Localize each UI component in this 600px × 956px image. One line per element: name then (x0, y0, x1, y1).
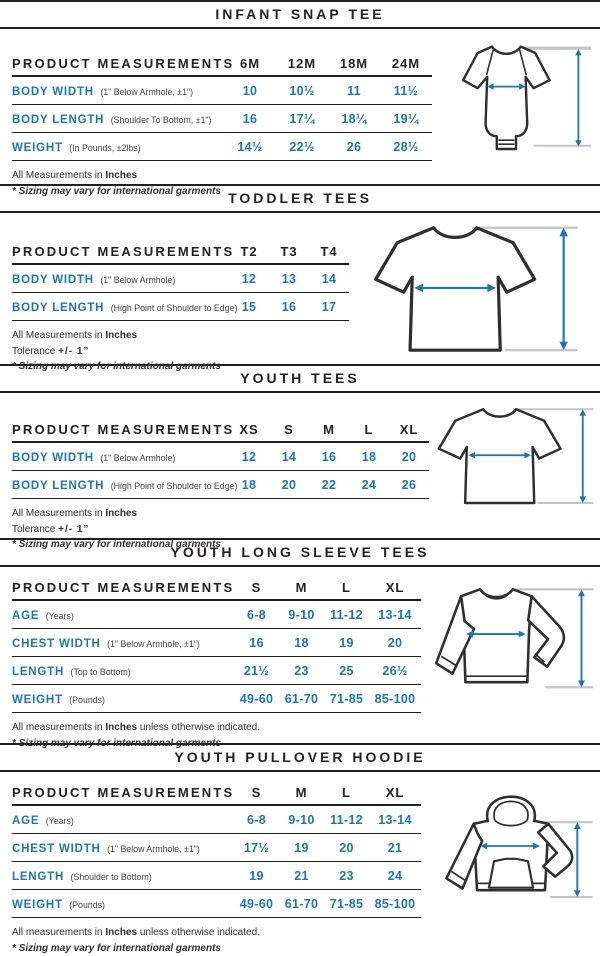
units-note (12, 328, 349, 344)
table-row (12, 890, 421, 918)
cell-value: 14 (309, 272, 349, 286)
row-label-cell (12, 298, 229, 316)
column-header: M (309, 422, 349, 437)
section-youth-long-sleeve-tees (0, 538, 600, 743)
cell-value: 20 (369, 636, 421, 650)
table-row (12, 657, 421, 685)
row-label-cell (12, 110, 224, 128)
row-label-cell (12, 270, 229, 288)
cell-value: 49-60 (234, 897, 279, 911)
row-label-cell (12, 476, 229, 494)
cell-value: 26 (389, 478, 429, 492)
footnotes (12, 925, 421, 956)
table-row (12, 443, 429, 471)
tolerance-note (12, 522, 429, 538)
units-note (12, 506, 429, 522)
body-length-arrow-icon (575, 49, 581, 147)
units-note-bold: Inches (105, 330, 137, 341)
section-header (0, 0, 600, 29)
table-row (12, 685, 421, 713)
row-note: (Shoulder To Bottom, ±1") (111, 115, 212, 125)
section-toddler-tees (0, 184, 600, 364)
row-note: (High Point of Shoulder to Edge) (111, 481, 238, 491)
measurement-table (12, 417, 429, 499)
units-note-suffix: unless otherwise indicated. (137, 927, 260, 938)
section-body (0, 393, 600, 553)
table-header-row (12, 780, 421, 806)
cell-value: 6-8 (234, 813, 279, 827)
sizing-note: * Sizing may vary for international garments (12, 359, 349, 375)
illustration-area (349, 213, 600, 375)
cell-value: 17½ (234, 841, 279, 855)
table-row (12, 601, 421, 629)
cell-value: 24 (349, 478, 389, 492)
tshirt-icon (432, 401, 597, 512)
cell-value: 16 (309, 450, 349, 464)
cell-value: 61-70 (279, 897, 324, 911)
row-label: AGE (12, 815, 39, 827)
section-youth-pullover-hoodie (0, 743, 600, 926)
section-title: YOUTH LONG SLEEVE TEES (0, 544, 600, 560)
column-header: XS (229, 422, 269, 437)
sizing-note: * Sizing may vary for international garments (12, 736, 421, 752)
measurement-table (12, 239, 349, 321)
illustration-area (421, 567, 600, 751)
row-label: BODY LENGTH (12, 302, 104, 314)
measurement-table (12, 780, 421, 918)
row-label: WEIGHT (12, 694, 63, 706)
row-label: LENGTH (12, 666, 64, 678)
measurement-table (12, 575, 421, 713)
cell-value: 11-12 (324, 608, 369, 622)
row-label-cell (12, 138, 224, 156)
measurement-table-area (12, 393, 429, 553)
table-header-row (12, 239, 349, 265)
cell-value: 17 (309, 300, 349, 314)
table-row (12, 133, 432, 161)
cell-value: 6-8 (234, 608, 279, 622)
footnotes (12, 328, 349, 375)
cell-value: 13 (269, 272, 309, 286)
long-sleeve-tee-icon (425, 579, 597, 708)
column-header: 6M (224, 56, 276, 71)
body-length-arrow-icon (579, 409, 586, 503)
cell-value: 9-10 (279, 608, 324, 622)
units-note (12, 925, 421, 941)
column-header: S (234, 580, 279, 595)
measurement-table-area (12, 213, 349, 375)
cell-value: 18 (349, 450, 389, 464)
row-note: (High Point of Shoulder to Edge) (111, 303, 238, 313)
cell-value: 23 (324, 869, 369, 883)
section-title: TODDLER TEES (0, 190, 600, 206)
column-header: L (324, 580, 369, 595)
cell-value: 12 (229, 450, 269, 464)
row-note: (Shoulder to Bottom) (71, 872, 152, 882)
units-note-text: All Measurements in (12, 508, 105, 519)
cell-value: 26 (328, 140, 380, 154)
row-label: WEIGHT (12, 899, 63, 911)
cell-value: 13-14 (369, 813, 421, 827)
illustration-area (432, 29, 600, 199)
row-label: BODY LENGTH (12, 114, 104, 126)
row-label-cell (12, 690, 234, 708)
table-header-label: PRODUCT MEASUREMENTS (12, 244, 229, 259)
illustration-area (429, 393, 600, 553)
table-header-label: PRODUCT MEASUREMENTS (12, 785, 234, 800)
row-label: BODY LENGTH (12, 480, 104, 492)
cell-value: 19 (279, 841, 324, 855)
section-body (0, 213, 600, 375)
cell-value: 18 (229, 478, 269, 492)
column-header: M (279, 785, 324, 800)
units-note-bold: Inches (105, 722, 137, 733)
cell-value: 18 (279, 636, 324, 650)
cell-value: 14 (269, 450, 309, 464)
section-infant-snap-tee (0, 0, 600, 184)
row-label: BODY WIDTH (12, 274, 94, 286)
column-header: L (349, 422, 389, 437)
row-label-cell (12, 606, 234, 624)
table-row (12, 834, 421, 862)
units-note-text: All measurements in (12, 927, 105, 938)
row-label-cell (12, 634, 234, 652)
cell-value: 12 (229, 272, 269, 286)
cell-value: 10½ (276, 84, 328, 98)
cell-value: 14½ (224, 140, 276, 154)
column-header: S (269, 422, 309, 437)
cell-value: 21 (279, 869, 324, 883)
units-note-text: All Measurements in (12, 170, 105, 181)
row-label-cell (12, 448, 229, 466)
row-label: LENGTH (12, 871, 64, 883)
cell-value: 18¼ (328, 112, 380, 126)
body-length-arrow-icon (559, 228, 568, 350)
cell-value: 71-85 (324, 692, 369, 706)
measurement-table-area (12, 29, 432, 199)
footnotes (12, 720, 421, 751)
row-note: (Pounds) (69, 900, 105, 910)
length-arrow-icon (578, 589, 585, 687)
row-label: BODY WIDTH (12, 86, 94, 98)
cell-value: 28½ (380, 140, 432, 154)
cell-value: 19 (234, 869, 279, 883)
section-body (0, 772, 600, 956)
table-row (12, 862, 421, 890)
cell-value: 85-100 (369, 692, 421, 706)
table-header-row (12, 51, 432, 77)
cell-value: 17¼ (276, 112, 328, 126)
table-row (12, 471, 429, 499)
row-label-cell (12, 867, 234, 885)
cell-value: 20 (389, 450, 429, 464)
table-header-label: PRODUCT MEASUREMENTS (12, 56, 224, 71)
section-body (0, 29, 600, 199)
measurement-table-area (12, 772, 421, 956)
section-body (0, 567, 600, 751)
cell-value: 9-10 (279, 813, 324, 827)
row-label-cell (12, 895, 234, 913)
cell-value: 21 (369, 841, 421, 855)
row-note: (Top to Bottom) (71, 667, 131, 677)
row-note: (1" Below Armhole, ±1") (107, 639, 200, 649)
row-label-cell (12, 811, 234, 829)
column-header: L (324, 785, 369, 800)
infant-bodysuit-icon (436, 37, 596, 157)
table-row (12, 77, 432, 105)
cell-value: 71-85 (324, 897, 369, 911)
cell-value: 20 (269, 478, 309, 492)
cell-value: 13-14 (369, 608, 421, 622)
pullover-hoodie-icon (426, 778, 596, 914)
illustration-area (421, 772, 600, 956)
measurement-table (12, 51, 432, 161)
cell-value: 21½ (234, 664, 279, 678)
right-sleeve (528, 596, 564, 667)
cell-value: 23 (279, 664, 324, 678)
table-header-label: PRODUCT MEASUREMENTS (12, 422, 229, 437)
tolerance-note-text: Tolerance (12, 346, 58, 357)
column-header: T3 (269, 244, 309, 259)
row-note: (1" Below Armhole, ±1") (100, 87, 193, 97)
cell-value: 11½ (380, 84, 432, 98)
row-note: (1" Below Armhole) (100, 275, 175, 285)
column-header: 18M (328, 56, 380, 71)
sizing-note: * Sizing may vary for international garments (12, 537, 429, 553)
column-header: S (234, 785, 279, 800)
cell-value: 16 (234, 636, 279, 650)
column-header: 12M (276, 56, 328, 71)
tolerance-note-text: Tolerance (12, 524, 58, 535)
units-note-text: All Measurements in (12, 330, 105, 341)
cell-value: 19¼ (380, 112, 432, 126)
column-header: M (279, 580, 324, 595)
units-note-bold: Inches (105, 170, 137, 181)
row-label: CHEST WIDTH (12, 843, 101, 855)
table-row (12, 105, 432, 133)
table-header-row (12, 575, 421, 601)
units-note-bold: Inches (105, 508, 137, 519)
units-note (12, 168, 432, 184)
row-note: (1" Below Armhole, ±1") (107, 844, 200, 854)
cell-value: 85-100 (369, 897, 421, 911)
sizing-note: * Sizing may vary for international garments (12, 184, 432, 200)
column-header: T2 (229, 244, 269, 259)
cell-value: 16 (224, 112, 276, 126)
section-title: INFANT SNAP TEE (0, 6, 600, 22)
table-row (12, 293, 349, 321)
cell-value: 20 (324, 841, 369, 855)
cell-value: 16 (269, 300, 309, 314)
tolerance-note (12, 344, 349, 360)
section-title: YOUTH TEES (0, 370, 600, 386)
table-row (12, 806, 421, 834)
column-header: T4 (309, 244, 349, 259)
cell-value: 15 (229, 300, 269, 314)
cell-value: 49-60 (234, 692, 279, 706)
section-title: YOUTH PULLOVER HOODIE (0, 749, 600, 765)
units-note-text: All measurements in (12, 722, 105, 733)
length-arrow-icon (573, 822, 580, 897)
row-label: WEIGHT (12, 142, 63, 154)
row-note: (In Pounds, ±2lbs) (69, 143, 140, 153)
row-label: CHEST WIDTH (12, 638, 101, 650)
column-header: XL (369, 785, 421, 800)
units-note-suffix: unless otherwise indicated. (137, 722, 260, 733)
tolerance-note-bold: +/- 1” (58, 346, 89, 357)
tshirt-icon (367, 217, 582, 362)
measurement-table-area (12, 567, 421, 751)
cell-value: 10 (224, 84, 276, 98)
row-note: (Years) (46, 611, 74, 621)
bodysuit-outline (463, 47, 549, 149)
sizing-note: * Sizing may vary for international garments (12, 941, 421, 956)
row-note: (Years) (46, 816, 74, 826)
units-note-bold: Inches (105, 927, 137, 938)
cell-value: 26½ (369, 664, 421, 678)
tolerance-note-bold: +/- 1” (58, 524, 89, 535)
table-row (12, 629, 421, 657)
row-label: AGE (12, 610, 39, 622)
table-header-label: PRODUCT MEASUREMENTS (12, 580, 234, 595)
table-row (12, 265, 349, 293)
row-label: BODY WIDTH (12, 452, 94, 464)
cell-value: 11-12 (324, 813, 369, 827)
cell-value: 22½ (276, 140, 328, 154)
row-label-cell (12, 662, 234, 680)
cell-value: 25 (324, 664, 369, 678)
column-header: XL (369, 580, 421, 595)
row-label-cell (12, 839, 234, 857)
row-label-cell (12, 82, 224, 100)
row-note: (1" Below Armhole) (100, 453, 175, 463)
kangaroo-pocket (488, 859, 532, 888)
table-header-row (12, 417, 429, 443)
units-note (12, 720, 421, 736)
cell-value: 19 (324, 636, 369, 650)
row-note: (Pounds) (69, 695, 105, 705)
column-header: 24M (380, 56, 432, 71)
cell-value: 61-70 (279, 692, 324, 706)
cell-value: 22 (309, 478, 349, 492)
section-youth-tees (0, 364, 600, 538)
cell-value: 11 (328, 84, 380, 98)
column-header: XL (389, 422, 429, 437)
cell-value: 24 (369, 869, 421, 883)
